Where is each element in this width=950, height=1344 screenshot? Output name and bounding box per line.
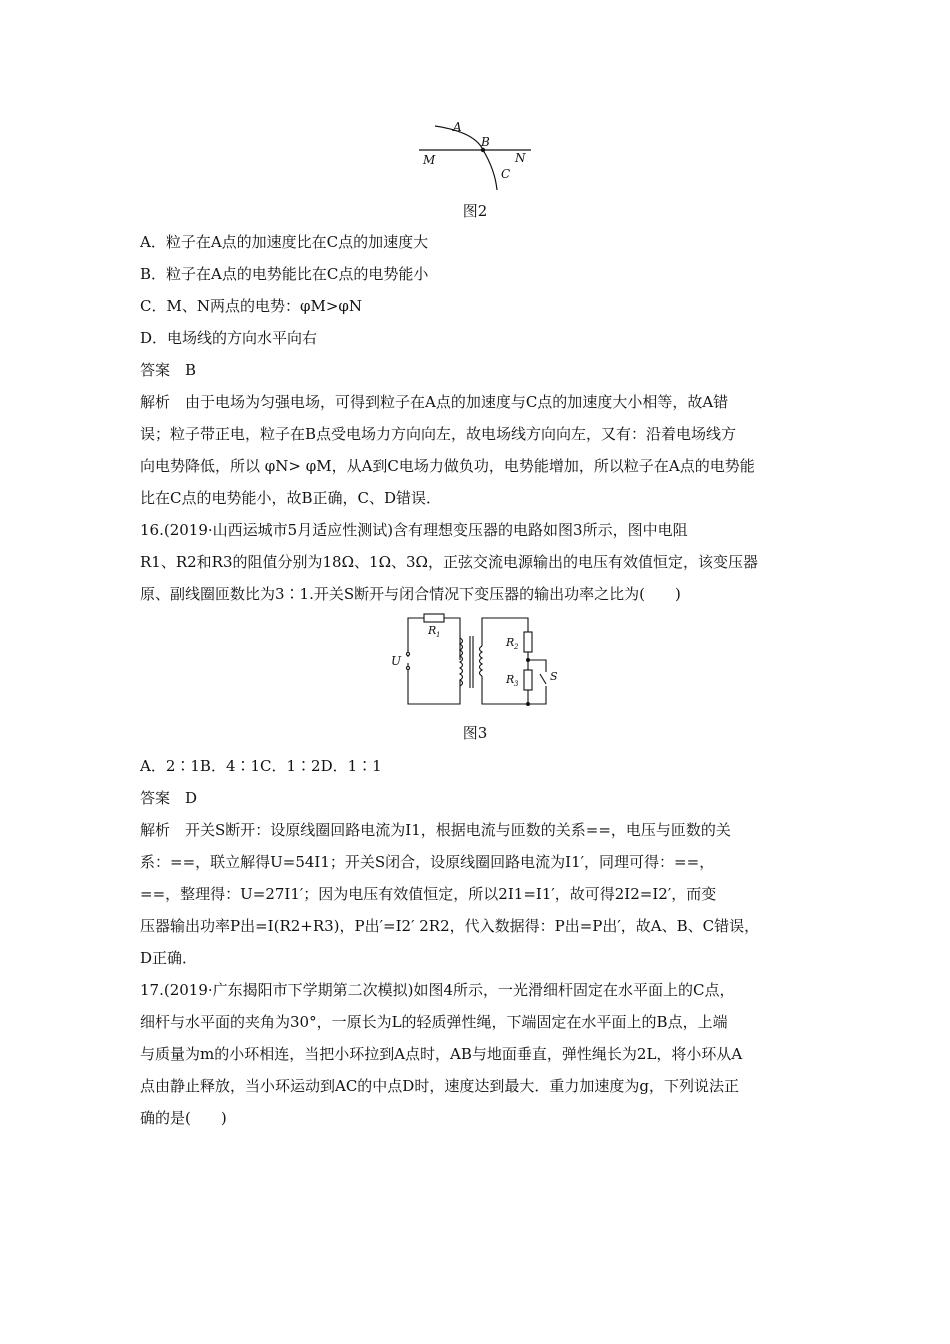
label-c: C [501, 167, 511, 181]
question-16-line-3: 原、副线圈匝数比为3∶1.开关S断开与闭合情况下变压器的输出功率之比为( ) [140, 585, 681, 603]
figure-3-caption: 图3 [462, 724, 488, 742]
question-16-line-1: 16.(2019·山西运城市5月适应性测试)含有理想变压器的电路如图3所示，图中电阻 [140, 521, 688, 539]
label-r2: R [506, 636, 515, 649]
answer-16: 答案 D [140, 789, 198, 807]
label-u: U [391, 654, 402, 668]
label-s: S [550, 670, 558, 683]
analysis-15-line-3: 向电势降低，所以 φN> φM，从A到C电场力做负功，电势能增加，所以粒子在A点的电势能 [140, 457, 755, 475]
analysis-16-line-5: D正确． [140, 949, 198, 967]
question-17-line-4: 点由静止释放，当小环运动到AC的中点D时，速度达到最大．重力加速度为g，下列说法正 [140, 1077, 739, 1095]
question-17-line-2: 细杆与水平面的夹角为30°，一原长为L的轻质弹性绳，下端固定在水平面上的B点，上端 [140, 1013, 728, 1031]
secondary-wire [482, 618, 528, 704]
figure-2-diagram [415, 118, 535, 196]
label-r1-sub: 1 [436, 631, 441, 639]
analysis-16-line-2: 系：==，联立解得U=54I1；开关S闭合，设原线圈回路电流为I1′，同理可得：==， [140, 853, 715, 871]
label-a: A [453, 120, 462, 134]
options-16: A．2∶1B．4∶1C．1∶2D．1∶1 [140, 757, 382, 775]
option-d: D．电场线的方向水平向右 [140, 329, 318, 347]
label-n: N [515, 151, 526, 165]
label-r2-sub: 2 [514, 643, 519, 651]
label-r3-sub: 3 [514, 680, 519, 688]
option-b: B．粒子在A点的电势能比在C点的电势能小 [140, 265, 429, 283]
question-17-line-1: 17.(2019·广东揭阳市下学期第二次模拟)如图4所示，一光滑细杆固定在水平面上的C点， [140, 981, 735, 999]
analysis-16-line-1: 解析 开关S断开：设原线圈回路电流为I1，根据电流与匝数的关系==，电压与匝数的关 [140, 821, 731, 839]
figure-3-circuit [390, 610, 565, 710]
switch-s [540, 674, 546, 684]
analysis-15-line-2: 误；粒子带正电，粒子在B点受电场力方向向左，故电场线方向向左，又有：沿着电场线方 [140, 425, 737, 443]
analysis-16-line-3: ==，整理得：U=27I1′；因为电压有效值恒定，所以2I1=I1′，故可得2I2=I2′，而变 [140, 885, 717, 903]
resistor-r3 [524, 670, 532, 690]
label-r1: R [428, 624, 437, 637]
analysis-15-line-4: 比在C点的电势能小，故B正确，C、D错误． [140, 489, 442, 507]
resistor-r1 [424, 614, 444, 622]
label-b: B [481, 135, 490, 149]
answer-15: 答案 B [140, 361, 197, 379]
resistor-r2 [524, 632, 532, 652]
question-17-line-5: 确的是( ) [140, 1109, 227, 1127]
option-c: C．M、N两点的电势：φM>φN [140, 297, 363, 315]
secondary-coil [480, 646, 483, 676]
analysis-16-line-4: 压器输出功率P出=I(R2+R3)，P出′=I2′ 2R2，代入数据得：P出=P出′，故A、B、C错误， [140, 917, 760, 935]
label-m: M [423, 153, 436, 167]
label-r3: R [506, 673, 515, 686]
figure-2-caption: 图2 [462, 202, 488, 220]
option-a: A．粒子在A点的加速度比在C点的加速度大 [140, 233, 429, 251]
analysis-15-line-1: 解析 由于电场为匀强电场，可得到粒子在A点的加速度与C点的加速度大小相等，故A错 [140, 393, 729, 411]
question-17-line-3: 与质量为m的小环相连，当把小环拉到A点时，AB与地面垂直，弹性绳长为2L，将小环从A [140, 1045, 743, 1063]
question-16-line-2: R1、R2和R3的阻值分别为18Ω、1Ω、3Ω，正弦交流电源输出的电压有效值恒定，该变压器 [140, 553, 758, 571]
